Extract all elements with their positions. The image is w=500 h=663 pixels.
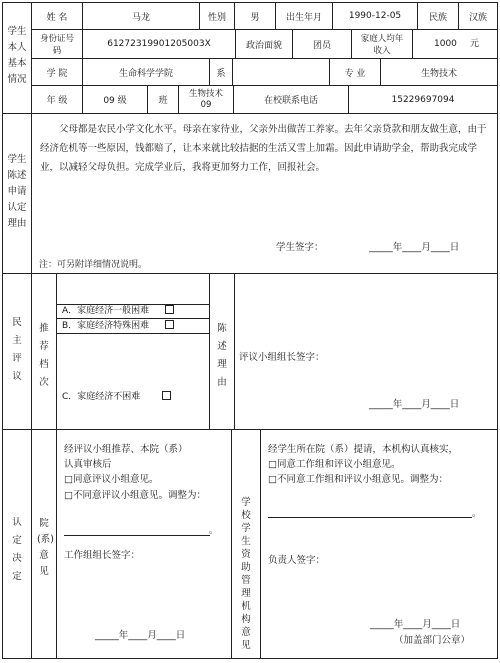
leader-signature-label: 评议小组组长签字： xyxy=(239,352,325,363)
phone-label: 在校联系电话 xyxy=(233,85,349,114)
dept-value xyxy=(232,58,330,86)
option-a[interactable] xyxy=(62,305,174,317)
college-opinion-line1: 经评议小组推荐、本院（系） xyxy=(64,444,188,455)
reason-label: 陈述理由 xyxy=(217,323,227,388)
grade-value: 09 级 xyxy=(82,85,148,114)
option-b[interactable] xyxy=(62,320,174,332)
birth-label: 出生年月 xyxy=(275,2,333,30)
college-adjust-period: 。 xyxy=(209,526,219,536)
school-disagree-option[interactable]: □不同意工作组和评议小组意见。调整为： xyxy=(268,474,448,485)
college-disagree-option[interactable]: □不同意评议小组意见。调整为： xyxy=(64,490,206,501)
option-a-checkbox[interactable] xyxy=(165,305,174,314)
option-a-label: A．家庭经济一般困难 xyxy=(62,306,150,316)
college-opinion-line2: 认真审核后 xyxy=(64,459,112,470)
major-label: 专 业 xyxy=(329,58,381,86)
gender-label: 性别 xyxy=(199,2,235,30)
aid-application-form xyxy=(2,2,498,659)
college-opinion-label: 院(系)意见 xyxy=(37,518,54,577)
college-signature-label: 工作组组长签字： xyxy=(64,550,141,561)
income-unit: 元 xyxy=(470,39,480,49)
decision-section-label: 认定决定 xyxy=(12,517,22,582)
option-b-label: B．家庭经济特殊困难 xyxy=(62,321,150,331)
class-label: 班 xyxy=(147,85,179,114)
ethnicity-value: 汉族 xyxy=(458,2,498,30)
basic-info-section-label: 学生本人基本情况 xyxy=(7,26,27,85)
school-adjust-period: 。 xyxy=(472,509,482,519)
option-c[interactable] xyxy=(62,391,171,403)
major-value: 生物技术 xyxy=(380,58,498,86)
evaluation-section-label: 民主评议 xyxy=(12,317,22,382)
college-agree-option[interactable]: □同意评议小组意见。 xyxy=(64,474,159,485)
statement-section-label: 学生陈述申请认定理由 xyxy=(7,154,27,229)
class-value: 生物技术09 xyxy=(178,85,234,114)
student-signature-label: 学生签字： xyxy=(276,242,324,253)
phone-value: 15229697094 xyxy=(348,85,498,114)
id-label: 身份证号码 xyxy=(31,29,83,59)
stamp-note: （加盖部门公章） xyxy=(394,635,471,646)
college-adjust-line xyxy=(64,535,210,536)
option-b-checkbox[interactable] xyxy=(165,320,174,329)
dept-label: 系 xyxy=(209,58,233,86)
school-opinion-line1: 经学生所在院（系）提请，本机构认真核实， xyxy=(268,444,459,455)
option-c-label: C．家庭经济不困难 xyxy=(62,392,141,402)
option-c-checkbox[interactable] xyxy=(162,391,171,400)
grade-label: 年 级 xyxy=(31,85,83,114)
school-signature-date: _____年____月____日 xyxy=(370,619,461,630)
school-opinion-label: 学校学生资助管理机构意见 xyxy=(241,497,251,651)
gender-value: 男 xyxy=(234,2,276,30)
income-label: 家庭人均年收入 xyxy=(351,29,413,59)
college-value: 生命科学学院 xyxy=(82,58,210,86)
income-value: 1000 xyxy=(434,39,457,49)
school-signature-label: 负责人签字： xyxy=(268,555,326,566)
political-label: 政治面貌 xyxy=(235,29,293,59)
college-label: 学 院 xyxy=(31,58,83,86)
id-value: 6127231990120500​3X xyxy=(82,29,236,59)
statement-text: 父母都是农民小学文化水平。母亲在家待业，父亲外出做苦工养家。去年父亲贷款和朋友做生意，由于经济危机等一些原因，钱都赔了，让本来就比较拮据的生活又雪上加霜。因此申请助学金，帮助我完成学业，以减轻父母负担。完成学业后，我将更加努力工作，回报社会。 xyxy=(40,124,487,173)
college-signature-date: _____年____月____日 xyxy=(95,630,186,641)
ethnicity-label: 民族 xyxy=(417,2,459,30)
recommend-label: 推荐档次 xyxy=(39,323,49,388)
leader-signature-date: _____年____月____日 xyxy=(369,399,460,410)
school-agree-option[interactable]: □同意工作组和评议小组意见。 xyxy=(268,459,401,470)
school-adjust-line xyxy=(268,517,472,518)
name-label: 姓 名 xyxy=(31,2,83,30)
birth-value: 1990-12-05 xyxy=(332,2,418,30)
name-value: 马龙 xyxy=(82,2,200,30)
statement-note: 注：可另附详细情况说明。 xyxy=(39,260,148,270)
student-signature-date: _____年____月____日 xyxy=(369,242,460,253)
political-value: 团员 xyxy=(292,29,352,59)
